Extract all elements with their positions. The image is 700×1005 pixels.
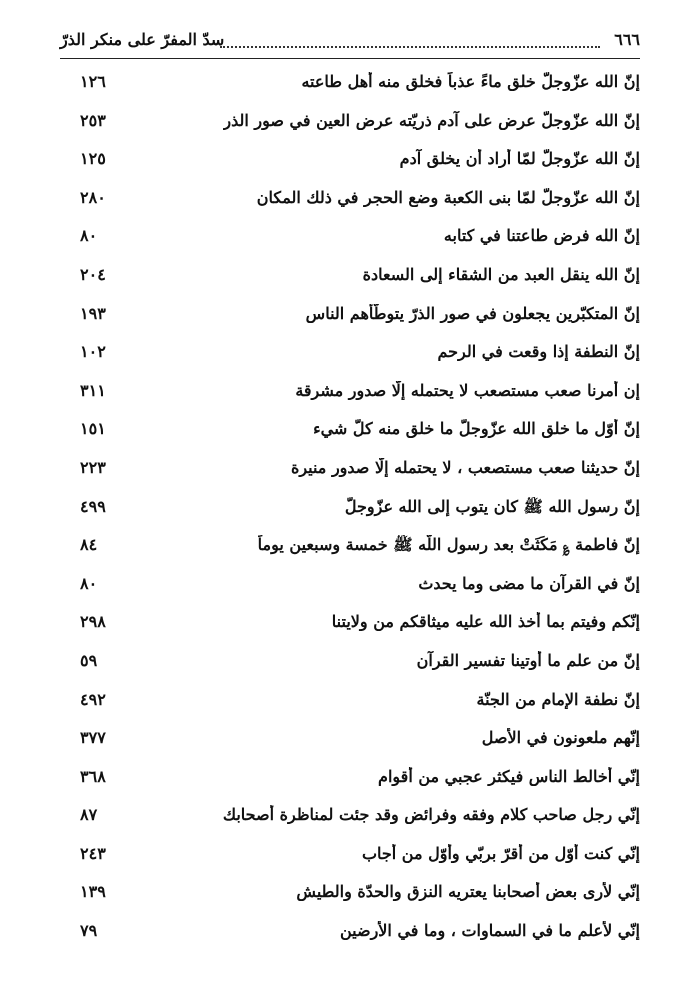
index-entry [70,417,640,456]
index-entry [70,842,640,881]
entry-page-number: ١٩٣ [80,303,106,323]
index-entry [70,726,640,765]
entry-text: إنّ الله عزّوجلّ لمّا أراد أن يخلق آدم [399,149,640,169]
entry-page-number: ١٣٩ [80,882,106,902]
entry-text: إنّ الله فرض طاعتنا في كتابه [443,226,640,246]
running-header [60,26,640,59]
index-entry [70,302,640,341]
entry-page-number: ٢٢٣ [80,457,106,477]
entry-text: إنّي رجل صاحب كلام وفقه وفرائض وقد جئت لمناظرة أصحابك [222,805,640,825]
entry-page-number: ٨٧ [80,805,98,825]
index-entry [70,610,640,649]
index-entry [70,765,640,804]
entry-text: إنّ المتكبّرين يجعلون في صور الذرّ يتوطّأهم الناس [305,303,640,323]
entry-text: إنّ الله ينقل العبد من الشقاء إلى السعادة [362,264,640,284]
entry-page-number: ٢٨٠ [80,187,106,207]
entry-text: إنّ أوّل ما خلق الله عزّوجلّ ما خلق منه كلّ شيء [313,419,640,439]
entry-text: إنّ نطفة الإمام من الجنّة [476,689,640,709]
entry-text: إنّي لأعلم ما في السماوات ، وما في الأرضين [339,921,640,941]
entry-page-number: ٢٩٨ [80,612,106,632]
entry-text: إنّهم ملعونون في الأصل [481,728,640,748]
entry-page-number: ٢٠٤ [80,264,106,284]
entry-page-number: ٣٦٨ [80,766,106,786]
index-entry [70,224,640,263]
entry-text: إنّكم وفيتم بما أخذ الله عليه ميثاقكم من ولايتنا [331,612,640,632]
entry-page-number: ١٢٥ [80,149,106,169]
entry-text: إنّ النطفة إذا وقعت في الرحم [437,342,640,362]
index-entry [70,379,640,418]
index-entry [70,495,640,534]
entry-text: إنّي كنت أوّل من أقرّ بربّي وأوّل من أجاب [361,843,640,863]
entry-page-number: ٤٩٩ [80,496,106,516]
entry-text: إنّ حديثنا صعب مستصعب ، لا يحتمله إلّا صدور منيرة [290,457,640,477]
index-list [70,70,640,958]
entry-text: إنّ رسول الله ﷺ كان يتوب إلى الله عزّوجلّ [344,496,640,516]
index-entry [70,109,640,148]
index-entry [70,649,640,688]
entry-text: إنّي لأرى بعض أصحابنا يعتريه النزق والحدّة والطيش [296,882,640,902]
index-entry [70,803,640,842]
entry-text: إنّ في القرآن ما مضى وما يحدث [418,573,640,593]
index-entry [70,456,640,495]
entry-page-number: ٥٩ [80,650,98,670]
index-entry [70,880,640,919]
entry-page-number: ٨٤ [80,535,98,555]
index-entry [70,186,640,225]
index-entry [70,919,640,958]
entry-text: إنّ الله عزّوجلّ خلق ماءً عذباً فخلق منه أهل طاعته [301,72,640,91]
entry-page-number: ٣١١ [80,380,106,400]
entry-page-number: ٣٧٧ [80,728,106,748]
entry-page-number: ٢٥٣ [80,110,106,130]
entry-page-number: ٨٠ [80,226,98,246]
leader-dots [220,28,600,48]
index-entry [70,263,640,302]
index-entry [70,688,640,727]
entry-page-number: ١٢٦ [80,72,106,91]
page-number: ٦٦٦ [614,30,640,49]
index-entry [70,147,640,186]
entry-page-number: ٧٩ [80,921,98,941]
entry-page-number: ٢٤٣ [80,843,106,863]
entry-page-number: ١٥١ [80,419,106,439]
entry-page-number: ١٠٢ [80,342,106,362]
entry-text: إنّ الله عزّوجلّ لمّا بنى الكعبة وضع الحجر في ذلك المكان [256,187,640,207]
running-title: سدّ المفرّ على منكر الذرّ [60,30,225,49]
entry-text: إنّ الله عزّوجلّ عرض على آدم ذريّته عرض العين في صور الذر [223,110,640,130]
entry-page-number: ٨٠ [80,573,98,593]
index-entry [70,70,640,109]
index-entry [70,572,640,611]
index-entry [70,533,640,572]
entry-text: إن أمرنا صعب مستصعب لا يحتمله إلّا صدور مشرقة [295,380,640,400]
entry-text: إنّي أخالط الناس فيكثر عجبي من أقوام [378,766,640,786]
entry-text: إنّ من علم ما أوتينا تفسير القرآن [416,650,640,670]
index-entry [70,340,640,379]
entry-text: إنّ فاطمة ؏ مَكَثَتْ بعد رسول اللّه ﷺ خمسة وسبعين يوماً [257,535,640,555]
entry-page-number: ٤٩٢ [80,689,106,709]
